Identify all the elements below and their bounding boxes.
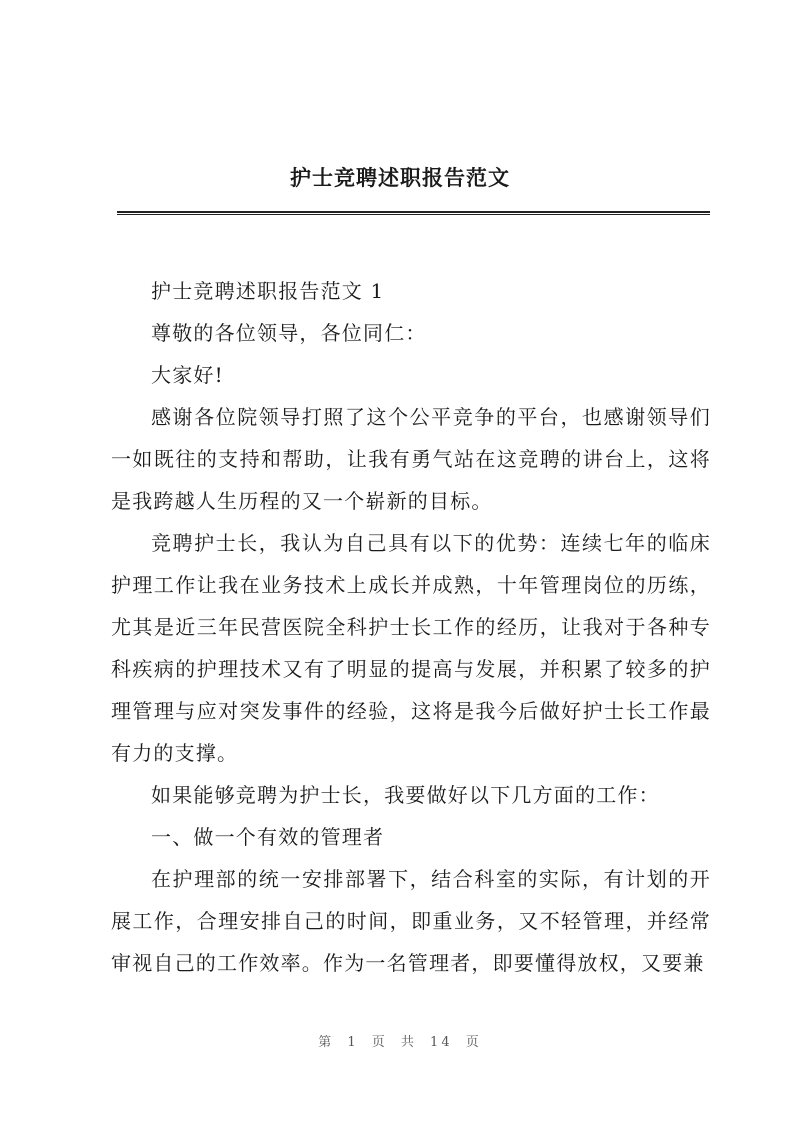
paragraph-greeting: 大家好! [151, 363, 224, 387]
paragraph: 竞聘护士长，我认为自己具有以下的优势：连续七年的临床护理工作让我在业务技术上成长并成熟，十年管理岗位的历练，尤其是近三年民营医院全科护士长工作的经历，让我对于各种专科疾病的护理技术又有了明显的提高与发展，并积累了较多的护理管理与应对突发事件的经验，这将是我今后做好护士长工作最有力的支撑。 [111, 531, 711, 765]
document-title: 护士竞聘述职报告范文 [290, 166, 510, 190]
paragraph-section-heading: 一、做一个有效的管理者 [151, 825, 385, 849]
page-footer: 第 1 页 共 14 页 [318, 1035, 482, 1050]
paragraph: 如果能够竞聘为护士长，我要做好以下几方面的工作： [151, 783, 660, 807]
document-body [111, 270, 711, 984]
paragraph-heading: 护士竞聘述职报告范文 1 [151, 279, 385, 303]
paragraph: 感谢各位院领导打照了这个公平竞争的平台，也感谢领导们一如既往的支持和帮助，让我有勇气站在这竞聘的讲台上，这将是我跨越人生历程的又一个崭新的目标。 [111, 405, 711, 513]
title-divider [117, 211, 710, 215]
paragraph-salutation: 尊敬的各位领导，各位同仁： [151, 321, 427, 345]
paragraph: 在护理部的统一安排部署下，结合科室的实际，有计划的开展工作，合理安排自己的时间，即重业务，又不轻管理，并经常审视自己的工作效率。作为一名管理者，即要懂得放权，又要兼 [111, 867, 711, 975]
